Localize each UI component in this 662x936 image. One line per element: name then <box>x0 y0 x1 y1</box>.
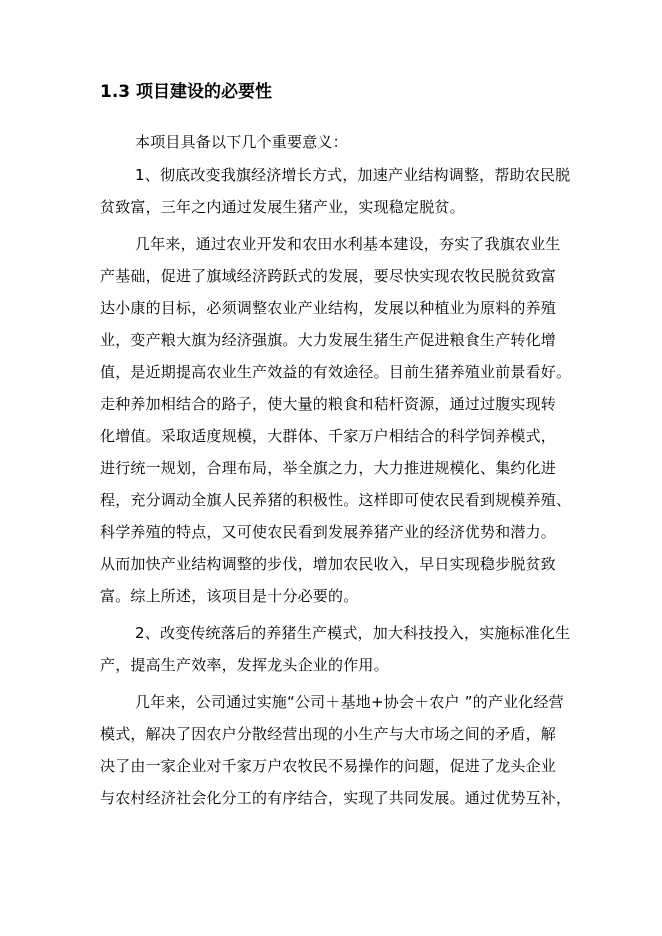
body-line: 2、改变传统落后的养猪生产模式，加大科技投入，实施标准化生 <box>135 624 571 642</box>
body-line: 几年来，通过农业开发和农田水利基本建设，夯实了我旗农业生 <box>135 235 561 253</box>
body-line: 从而加快产业结构调整的步伐，增加农民收入，早日实现稳步脱贫致 <box>100 555 557 573</box>
body-line: 进行统一规划，合理布局，举全旗之力，大力推进规模化、集约化进 <box>100 459 557 477</box>
body-line: 业，变产粮大旗为经济强旗。大力发展生猪生产促进粮食生产转化增 <box>100 331 557 349</box>
body-line: 几年来，公司通过实施“公司＋基地+协会＋农户 ”的产业化经营 <box>135 693 564 711</box>
body-line: 程，充分调动全旗人民养猪的积极性。这样即可使农民看到规模养殖、 <box>100 491 572 509</box>
body-line: 值，是近期提高农业生产效益的有效途径。目前生猪养殖业前景看好。 <box>100 363 572 381</box>
body-line: 产基础，促进了旗域经济跨跃式的发展，要尽快实现农牧民脱贫致富 <box>100 267 557 285</box>
body-line: 模式，解决了因农户分散经营出现的小生产与大市场之间的矛盾，解 <box>100 725 557 743</box>
body-line: 与农村经济社会化分工的有序结合，实现了共同发展。通过优势互补， <box>100 789 572 807</box>
body-line: 产，提高生产效率，发挥龙头企业的作用。 <box>100 656 389 674</box>
body-line: 化增值。采取适度规模，大群体、千家万户相结合的科学饲养模式， <box>100 427 557 445</box>
section-heading: 1.3 项目建设的必要性 <box>100 82 273 102</box>
body-line: 达小康的目标，必须调整农业产业结构，发展以种植业为原料的养殖 <box>100 299 557 317</box>
body-line: 贫致富，三年之内通过发展生猪产业，实现稳定脱贫。 <box>100 198 465 216</box>
body-line: 本项目具备以下几个重要意义： <box>135 133 348 151</box>
body-line: 富。综上所述，该项目是十分必要的。 <box>100 587 359 605</box>
body-line: 走种养加相结合的路子，使大量的粮食和秸杆资源，通过过腹实现转 <box>100 395 557 413</box>
body-line: 科学养殖的特点，又可使农民看到发展养猪产业的经济优势和潜力。 <box>100 523 557 541</box>
body-line: 决了由一家企业对千家万户农牧民不易操作的问题，促进了龙头企业 <box>100 757 557 775</box>
body-line: 1、彻底改变我旗经济增长方式，加速产业结构调整，帮助农民脱 <box>135 166 571 184</box>
